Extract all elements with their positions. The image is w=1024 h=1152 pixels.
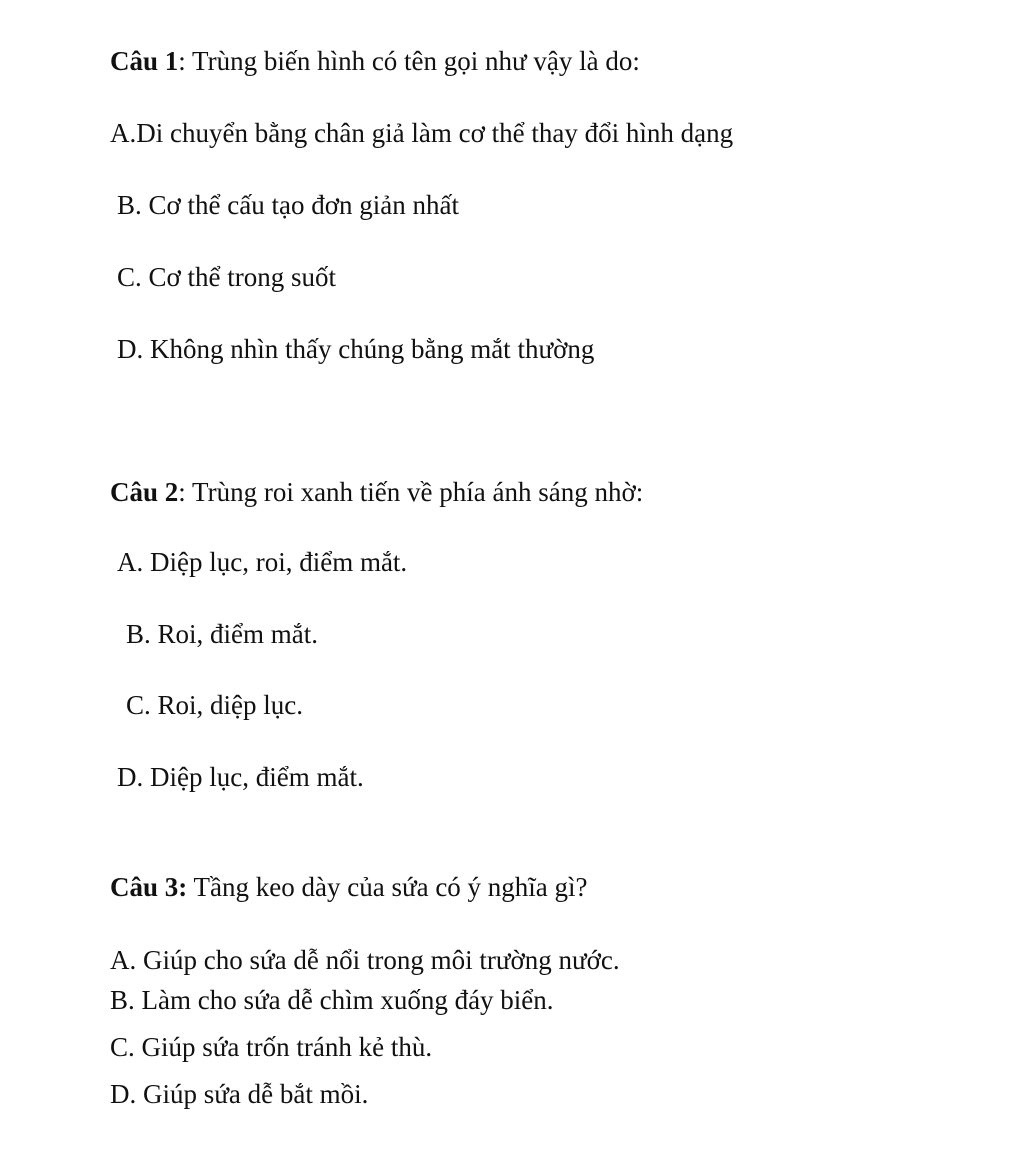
question-text: Tầng keo dày của sứa có ý nghĩa gì? bbox=[187, 872, 588, 902]
question-label: Câu 3: bbox=[110, 872, 188, 902]
option-1c: C. Cơ thể trong suốt bbox=[117, 262, 337, 292]
question-text: Trùng biến hình có tên gọi như vậy là do: bbox=[185, 46, 640, 76]
option-2c: C. Roi, diệp lục. bbox=[126, 690, 303, 720]
question-label-suffix: : bbox=[178, 477, 186, 507]
option-3a: A. Giúp cho sứa dễ nổi trong môi trường nước. bbox=[110, 945, 620, 975]
question-label: Câu 2 bbox=[110, 477, 179, 507]
option-2d: D. Diệp lục, điểm mắt. bbox=[117, 762, 364, 792]
question-2 bbox=[110, 476, 643, 508]
option-3b: B. Làm cho sứa dễ chìm xuống đáy biển. bbox=[110, 985, 554, 1015]
option-1a: A.Di chuyển bằng chân giả làm cơ thể thay đổi hình dạng bbox=[110, 118, 734, 148]
option-2b: B. Roi, điểm mắt. bbox=[126, 619, 318, 649]
option-1b: B. Cơ thể cấu tạo đơn giản nhất bbox=[117, 190, 459, 220]
question-1 bbox=[110, 45, 640, 77]
option-3c: C. Giúp sứa trốn tránh kẻ thù. bbox=[110, 1032, 433, 1062]
option-1d: D. Không nhìn thấy chúng bằng mắt thường bbox=[117, 334, 595, 364]
question-3 bbox=[110, 871, 588, 903]
option-3d: D. Giúp sứa dễ bắt mồi. bbox=[110, 1079, 369, 1109]
question-label: Câu 1 bbox=[110, 46, 179, 76]
question-text: Trùng roi xanh tiến về phía ánh sáng nhờ: bbox=[185, 477, 644, 507]
option-2a: A. Diệp lục, roi, điểm mắt. bbox=[117, 547, 408, 577]
question-label-suffix: : bbox=[178, 46, 186, 76]
